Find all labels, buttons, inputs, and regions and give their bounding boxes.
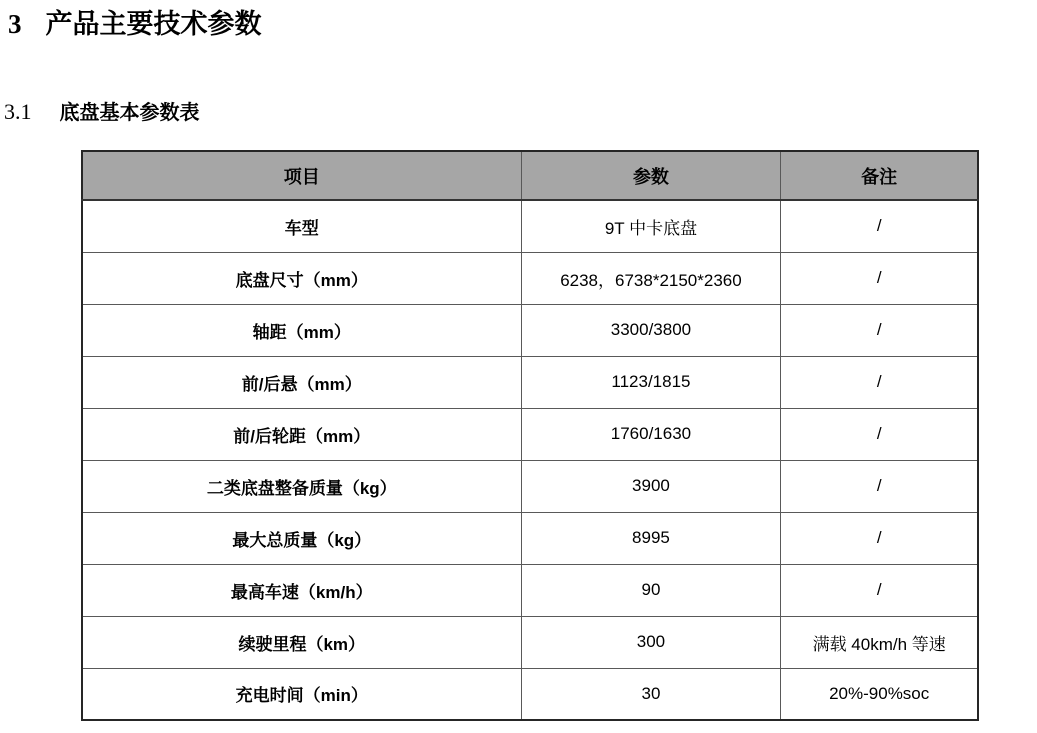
- column-header-remark: 备注: [781, 151, 978, 200]
- item-cell: 二类底盘整备质量（kg）: [82, 460, 521, 512]
- page-title: [8, 8, 262, 40]
- table-row-wheelbase: [82, 304, 978, 356]
- section-text: 底盘基本参数表: [59, 102, 200, 124]
- remark-cell: /: [781, 564, 978, 616]
- value-cell: 9T 中卡底盘: [521, 200, 781, 252]
- value-cell: 6238，6738*2150*2360: [521, 252, 781, 304]
- remark-cell: /: [781, 512, 978, 564]
- item-cell: 轴距（mm）: [82, 304, 521, 356]
- table-row-chassis-size: [82, 252, 978, 304]
- table-row-driving-range: [82, 616, 978, 668]
- item-cell: 车型: [82, 200, 521, 252]
- item-cell: 底盘尺寸（mm）: [82, 252, 521, 304]
- item-cell: 充电时间（min）: [82, 668, 521, 720]
- value-cell: 300: [521, 616, 781, 668]
- remark-cell: 20%-90%soc: [781, 668, 978, 720]
- table-row-vehicle-model: [82, 200, 978, 252]
- value-cell: 3900: [521, 460, 781, 512]
- section-title: [4, 98, 200, 127]
- table-row-max-gross-weight: [82, 512, 978, 564]
- remark-cell: /: [781, 408, 978, 460]
- remark-cell: /: [781, 200, 978, 252]
- remark-cell: /: [781, 356, 978, 408]
- value-cell: 1123/1815: [521, 356, 781, 408]
- item-cell: 最大总质量（kg）: [82, 512, 521, 564]
- table-row-overhang: [82, 356, 978, 408]
- heading-text: 产品主要技术参数: [45, 9, 262, 39]
- value-cell: 90: [521, 564, 781, 616]
- remark-cell: /: [781, 460, 978, 512]
- table-row-curb-weight: [82, 460, 978, 512]
- item-cell: 前/后悬（mm）: [82, 356, 521, 408]
- remark-cell: /: [781, 252, 978, 304]
- table-row-charging-time: [82, 668, 978, 720]
- item-cell: 续驶里程（km）: [82, 616, 521, 668]
- table-row-track-width: [82, 408, 978, 460]
- value-cell: 1760/1630: [521, 408, 781, 460]
- table-header-row: [82, 151, 978, 200]
- heading-number: 3: [8, 9, 22, 39]
- remark-cell: /: [781, 304, 978, 356]
- table-row-max-speed: [82, 564, 978, 616]
- column-header-parameter: 参数: [521, 151, 781, 200]
- section-number: 3.1: [4, 99, 32, 124]
- remark-cell: 满载 40km/h 等速: [781, 616, 978, 668]
- item-cell: 最高车速（km/h）: [82, 564, 521, 616]
- column-header-item: 项目: [82, 151, 521, 200]
- value-cell: 30: [521, 668, 781, 720]
- chassis-parameters-table: [81, 150, 979, 721]
- item-cell: 前/后轮距（mm）: [82, 408, 521, 460]
- value-cell: 8995: [521, 512, 781, 564]
- value-cell: 3300/3800: [521, 304, 781, 356]
